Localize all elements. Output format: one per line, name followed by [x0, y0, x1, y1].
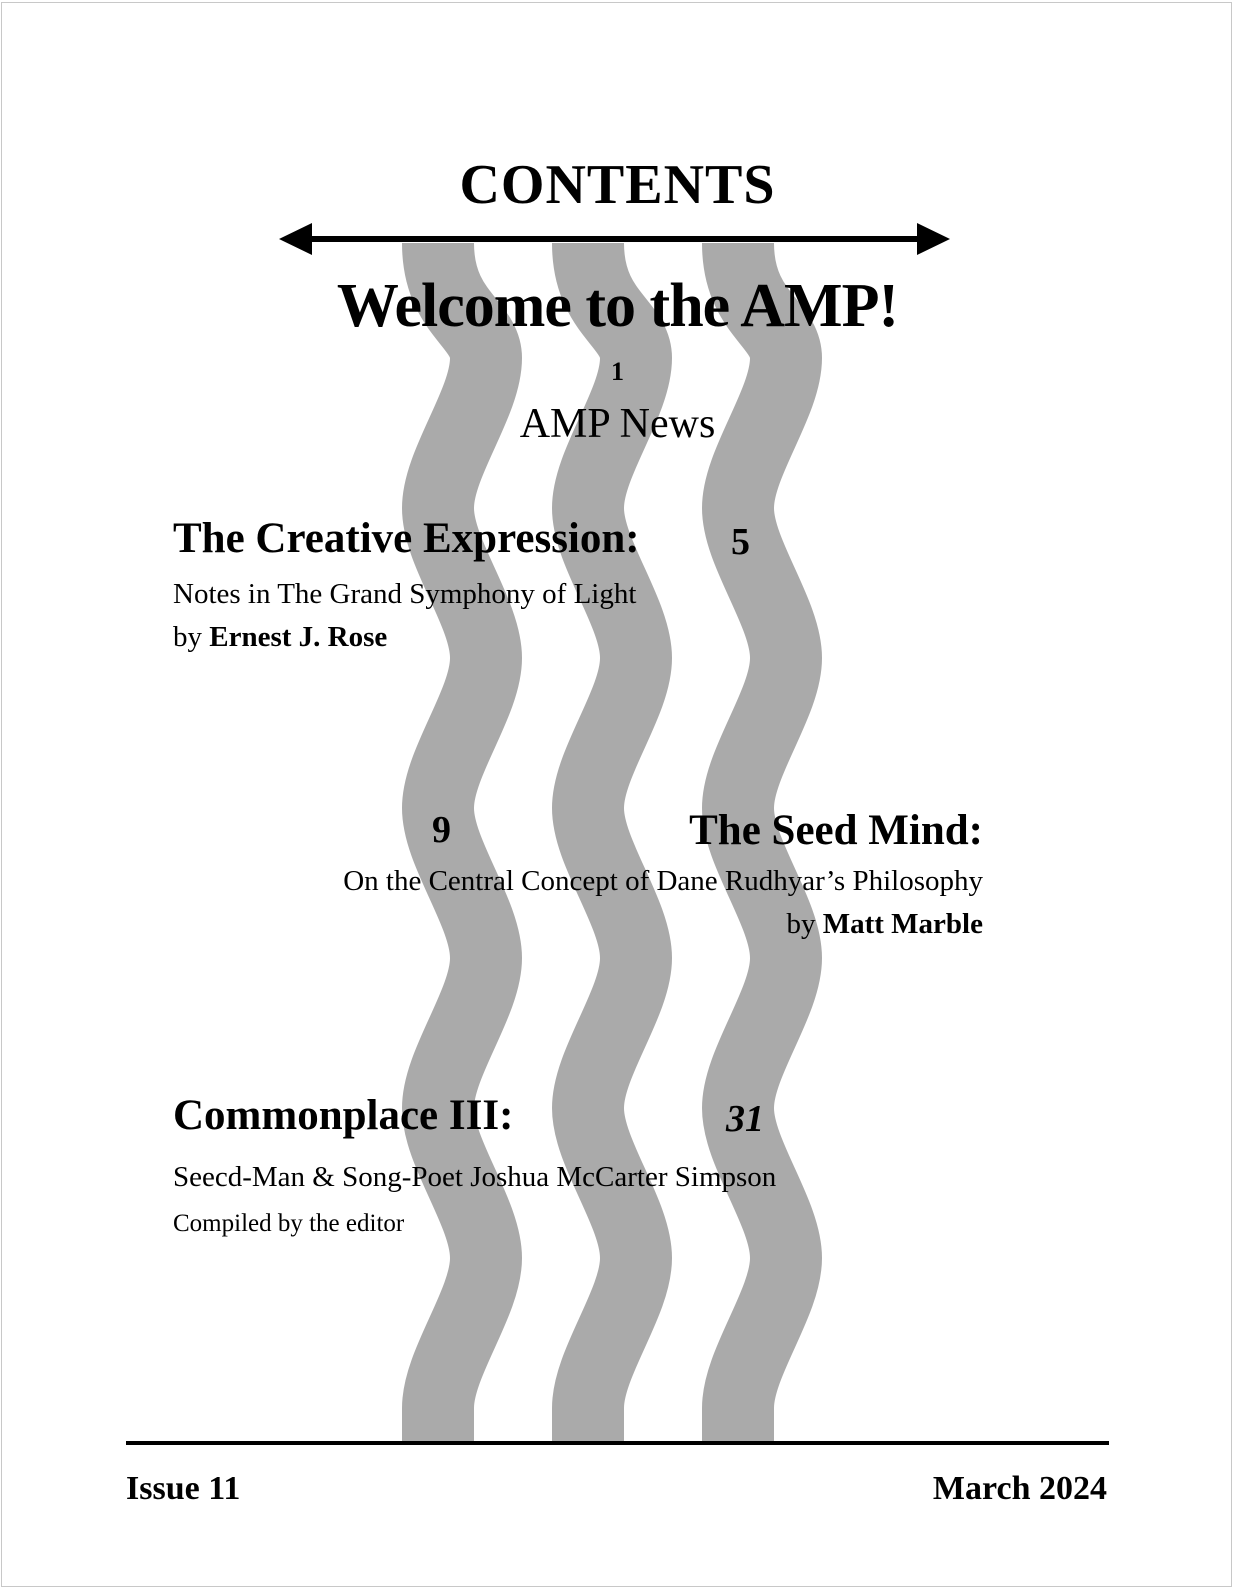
entry-subtitle: On the Central Concept of Dane Rudhyar’s Philosophy [343, 865, 983, 897]
author-name: Ernest J. Rose [209, 621, 388, 653]
entry-title-commonplace: Commonplace III: [173, 1092, 514, 1139]
contents-heading: CONTENTS [459, 154, 776, 216]
entry-subtitle: Notes in The Grand Symphony of Light [173, 578, 637, 610]
wavy-stripes-decoration [2, 3, 1232, 1587]
entry-subtitle: Seecd-Man & Song-Poet Joshua McCarter Simpson [173, 1161, 777, 1193]
entry-byline: Compiled by the editor [173, 1210, 405, 1237]
entry-byline [787, 910, 984, 939]
byline-prefix: by [786, 908, 816, 940]
entry-byline [173, 623, 387, 652]
welcome-page-number: 1 [611, 357, 624, 386]
entry-title-seed-mind: The Seed Mind: [689, 807, 983, 854]
entry-page-number: 31 [726, 1098, 764, 1140]
issue-date: March 2024 [932, 1470, 1107, 1507]
welcome-subtitle: AMP News [519, 401, 716, 447]
issue-number: Issue 11 [126, 1470, 241, 1507]
byline-prefix: by [173, 621, 202, 653]
welcome-title: Welcome to the AMP! [336, 272, 899, 340]
author-name: Matt Marble [822, 908, 983, 940]
entry-title-creative-expression: The Creative Expression: [173, 515, 640, 562]
entry-page-number: 5 [731, 521, 750, 563]
page [1, 2, 1232, 1587]
entry-page-number: 9 [432, 809, 451, 851]
